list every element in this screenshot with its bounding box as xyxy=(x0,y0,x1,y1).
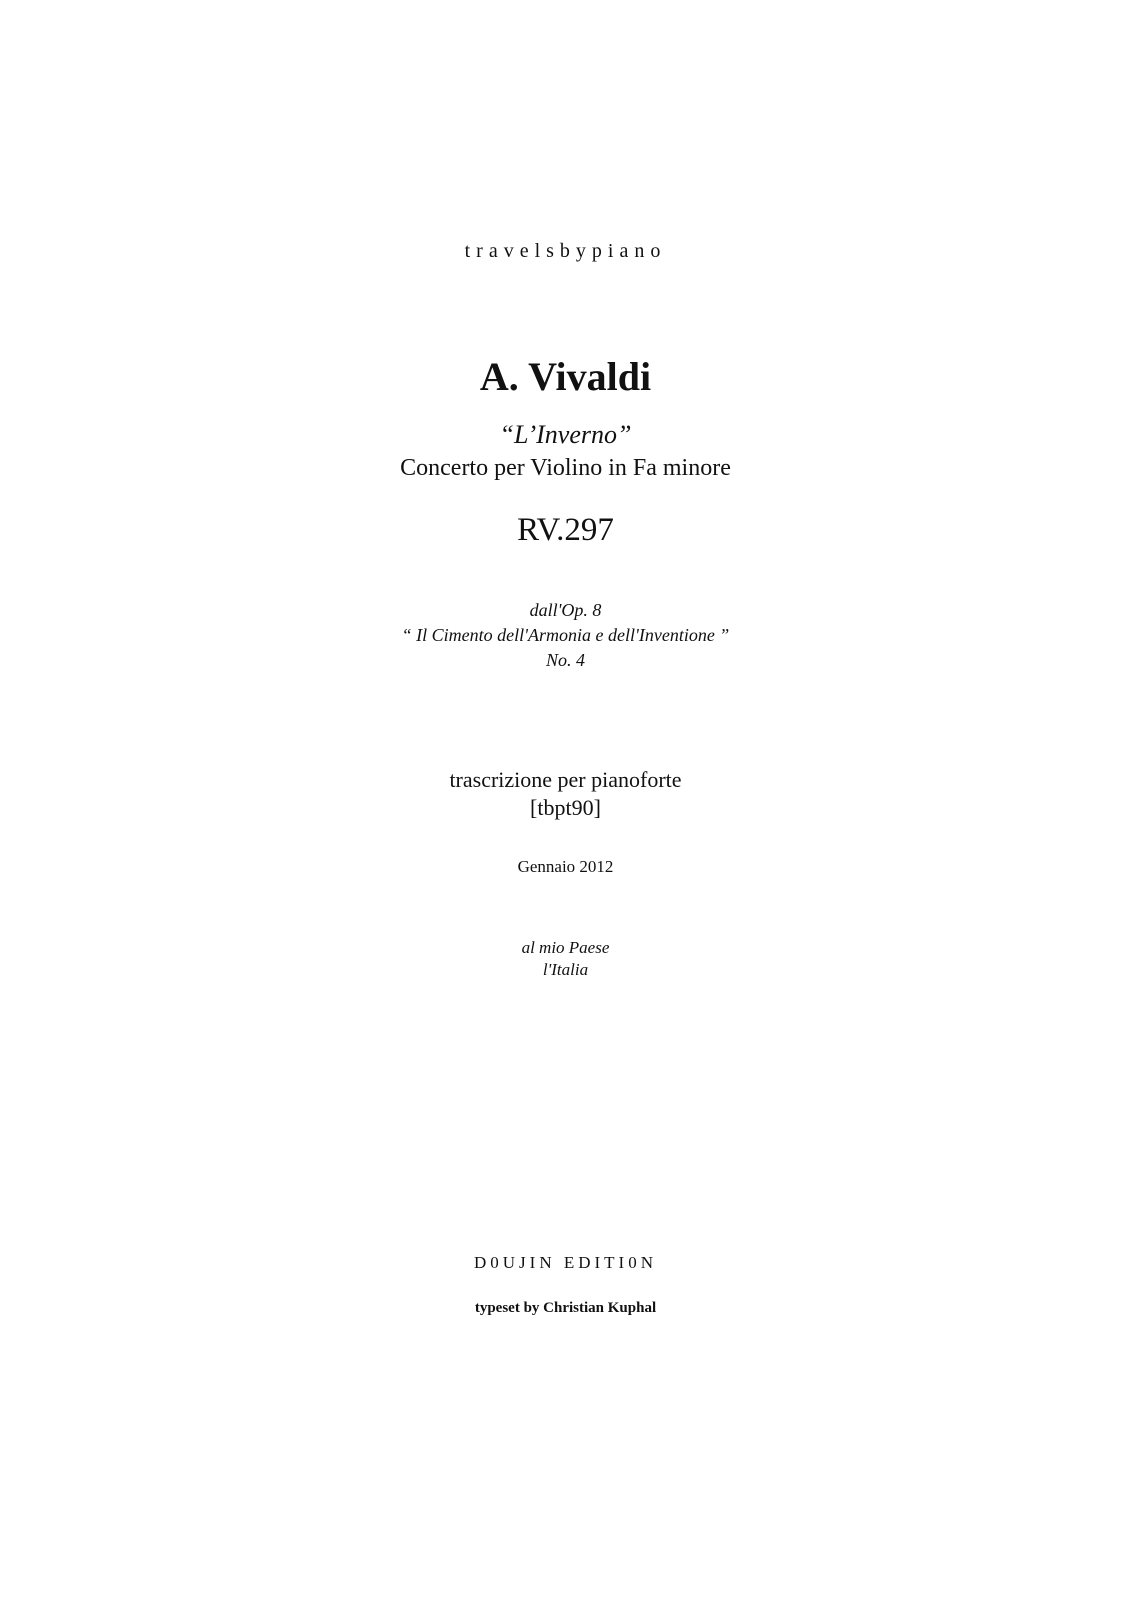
source-opus: dall'Op. 8 xyxy=(529,600,602,620)
typeset-credit: typeset by Christian Kuphal xyxy=(474,1300,657,1316)
work-subtitle: Concerto per Violino in Fa minore xyxy=(400,455,731,481)
composer-name: A. Vivaldi xyxy=(479,354,652,399)
catalogue-number: RV.297 xyxy=(517,512,614,548)
work-title: “L’Inverno” xyxy=(499,420,632,449)
source-number: No. 4 xyxy=(545,650,585,670)
dedication-line-1: al mio Paese xyxy=(521,938,610,957)
source-collection: “ Il Cimento dell'Armonia e dell'Inventione ” xyxy=(401,625,730,645)
arrangement-code: [tbpt90] xyxy=(530,795,601,820)
arrangement-description: trascrizione per pianoforte xyxy=(449,767,682,792)
edition-name: D0UJIN EDITI0N xyxy=(473,1253,657,1272)
publication-date: Gennaio 2012 xyxy=(517,857,614,876)
publisher-name: travelsbypiano xyxy=(464,240,667,262)
dedication-line-2: l'Italia xyxy=(542,960,589,979)
